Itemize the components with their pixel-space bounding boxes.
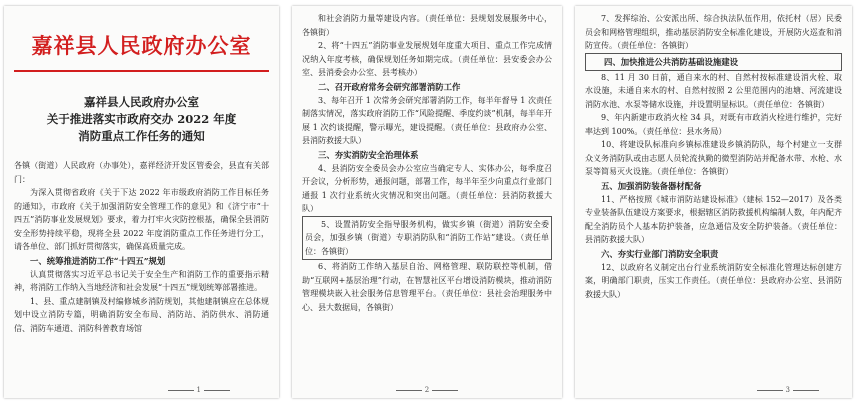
document-page-1 [4,6,279,398]
section-heading-3: 三、夯实消防安全治理体系 [318,149,419,160]
paragraph-1: 认真贯彻落实习近平总书记关于安全生产和消防工作的重要指示精神，将消防工作纳入当地经济和社会发展“十四五”规划统筹部署推进。 [14,269,269,292]
document-title [14,94,269,145]
paragraph-item-6: 6、将消防工作纳入基层自治、网格管理、联防联控等机制，借助“互联网+基层治理”行动，在智慧社区平台增设消防模块，推动消防管理模块嵌入社会服务信息管理平台。（责任单位：县社会治理服务中心、县大数据局，各镇街） [302,262,552,312]
highlighted-section-heading-4: 四、加快推进公共消防基础设施建设 [585,53,842,71]
red-letterhead: 嘉祥县人民政府办公室 [31,33,252,58]
paragraph-item-3: 3、每年召开 1 次常务会研究部署消防工作，每半年督导 1 次责任制落实情况，落实政府消防工作“风险提醒、季度约谈”机制，每半年开展 1 次约谈提醒，警示曝光，建设提醒。（责任单位：县政府办公室、县消防救援大队） [302,95,552,145]
paragraph-item-4: 4、县消防安全委员会办公室应当确定专人、实体办公，每季度召开会议，分析形势，通报问题，部署工作，每半年至少向重点行业部门通报 1 次行业系统火灾情况和突出问题。（责任单位：县消防救援大队） [302,163,552,213]
page-number: 2 [292,386,562,394]
paragraph-item-11: 11、严格按照《城市消防站建设标准》（建标 152—2017）及各类专业装备队伍建设方案要求，根据辖区消防救援机构编制人数，年内配齐配全消防员个人基本防护装备，应急通信及安全防护装备。（责任单位：县消防救援大队） [585,194,842,244]
document-page-2 [292,6,562,398]
paragraph-item-10: 10、将建设队标准向乡镇标准建设乡镇消防队，每个村建立一支群众义务消防队或由志愿人员轮流执勤的微型消防站并配备水带、水枪、水泵等简易灭火设施。（责任单位：各镇街） [585,140,842,176]
section-heading-2: 二、召开政府常务会研究部署消防工作 [318,81,461,92]
paragraph-item-2: 2、将“十四五”消防事业发展规划年度重大项目、重点工作完成情况纳入年度考核，确保规划任务如期完成。（责任单位：县安委会办公室、县消委会办公室、县考核办） [302,41,552,77]
title-line-2: 关于推进落实市政府交办 2022 年度 [46,112,237,126]
document-page-3 [575,6,852,398]
salutation: 各镇（街道）人民政府（办事处），嘉祥经济开发区管委会，县直有关部门： [14,161,269,184]
page-number: 3 [754,386,822,394]
letterhead-divider [14,70,269,72]
highlighted-paragraph-item-5: 5、设置消防安全指导服务机构，做实乡镇（街道）消防安全委员会，加强乡镇（街道）专职消防队和“消防工作站”建设。（责任单位：各镇街） [302,216,552,261]
intro-paragraph: 为深入贯彻省政府《关于下达 2022 年市级政府消防工作目标任务的通知》，市政府《关于加强消防安全管理工作的意见》和《济宁市“十四五”消防事业发展规划》要求，着力打牢火灾防控根基，确保全县消防安全形势持续平稳，现将全县 2022 年度消防重点工作任务进行分工，请各单位、部门抓好贯彻落实，确保高质量完成。 [14,188,269,251]
paragraph-item-12: 12、以政府名义制定出台行业系统消防安全标准化管理达标创建方案，明确部门职责，压实工作责任。（责任单位：县政府办公室、县消防救援大队） [585,262,842,299]
paragraph-continued: 和社会消防力量等建设内容。（责任单位：县规划发展服务中心，各镇街） [302,14,552,37]
section-heading-5: 五、加强消防装备器材配备 [601,180,702,191]
page-number: 1 [165,386,233,394]
title-line-3: 消防重点工作任务的通知 [78,129,205,143]
title-line-1: 嘉祥县人民政府办公室 [84,95,199,109]
section-heading-1: 一、统筹推进消防工作“十四五”规划 [30,255,166,266]
paragraph-item-9: 9、年内新建市政消火栓 34 具，对既有市政消火栓进行维护，完好率达到 100%。（责任单位：县水务局） [585,113,842,136]
section-heading-6: 六、夯实行业部门消防安全职责 [601,248,719,259]
paragraph-item-1: 1、县、重点建制镇及村编修城乡消防规划，其他建制镇应在总体规划中设立消防专篇，明确消防安全布局、消防站、消防供水、消防通信、消防车通道、消防科普教育场馆 [14,296,269,333]
paragraph-item-8: 8、11 月 30 日前，通自来水的村、自然村按标准建设消火栓、取水设施，未通自来水的村、自然村按照 2 公里范围内的池塘、河流建设消防水池、水泵等储水设施，并设置明显标识。（责任单位：各镇街） [585,72,842,109]
paragraph-item-7: 7、发挥综治、公安派出所、综合执法队伍作用，依托村（居）民委员会和网格管理组织，推动基层消防安全标准化建设，开展防火巡查和消防宣传。（责任单位：各镇街） [585,14,842,50]
